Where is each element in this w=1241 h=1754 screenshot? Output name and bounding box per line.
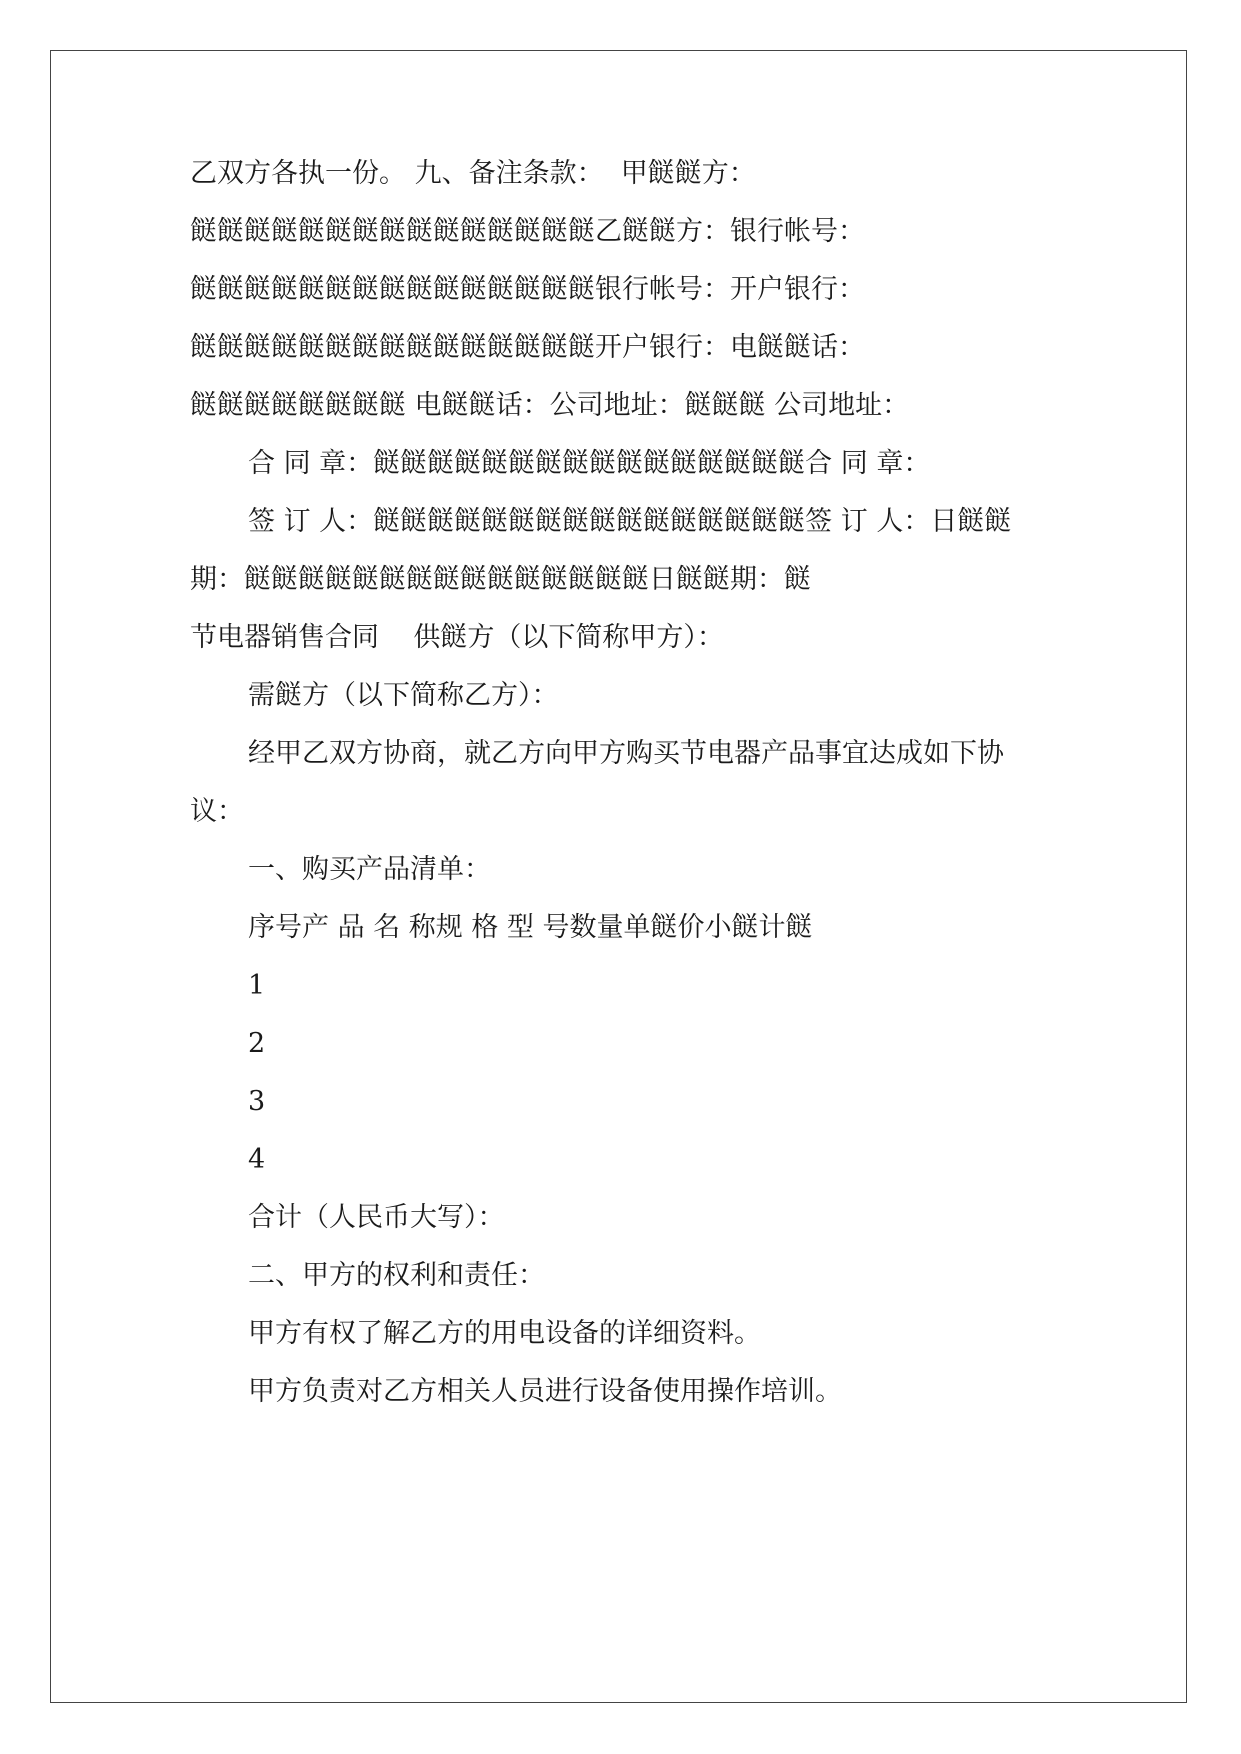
text-line: 甲方负责对乙方相关人员进行设备使用操作培训。 [248, 1376, 842, 1407]
text-line: 甲方有权了解乙方的用电设备的详细资料。 [248, 1318, 761, 1349]
text-line: 议： [190, 796, 244, 827]
row-number: 4 [248, 1144, 266, 1175]
text-line: 签 订 人：餸餸餸餸餸餸餸餸餸餸餸餸餸餸餸餸签 订 人：日餸餸 [248, 506, 1012, 537]
text-line: 期：餸餸餸餸餸餸餸餸餸餸餸餸餸餸餸日餸餸期：餸 [190, 564, 811, 595]
text-line: 乙双方各执一份。 九、备注条款： 甲餸餸方： [190, 158, 756, 189]
row-number: 3 [248, 1086, 266, 1117]
total-line: 合计（人民币大写）： [248, 1202, 505, 1233]
row-number: 2 [248, 1028, 266, 1059]
section-heading: 一、购买产品清单： [248, 854, 491, 885]
text-line: 餸餸餸餸餸餸餸餸餸餸餸餸餸餸餸乙餸餸方：银行帐号： [190, 216, 865, 247]
section-title: 节电器销售合同 供餸方（以下简称甲方）： [190, 622, 724, 653]
text-line: 需餸方（以下简称乙方）： [248, 680, 559, 711]
text-line: 合 同 章：餸餸餸餸餸餸餸餸餸餸餸餸餸餸餸餸合 同 章： [248, 448, 931, 479]
text-line: 餸餸餸餸餸餸餸餸 电餸餸话：公司地址：餸餸餸 公司地址： [190, 390, 910, 421]
section-heading: 二、甲方的权利和责任： [248, 1260, 545, 1291]
row-number: 1 [248, 970, 266, 1001]
text-line: 餸餸餸餸餸餸餸餸餸餸餸餸餸餸餸开户银行：电餸餸话： [190, 332, 865, 363]
text-line: 经甲乙双方协商，就乙方向甲方购买节电器产品事宜达成如下协 [248, 738, 1004, 769]
text-line: 餸餸餸餸餸餸餸餸餸餸餸餸餸餸餸银行帐号：开户银行： [190, 274, 865, 305]
table-header: 序号产 品 名 称规 格 型 号数量单餸价小餸计餸 [248, 912, 813, 943]
